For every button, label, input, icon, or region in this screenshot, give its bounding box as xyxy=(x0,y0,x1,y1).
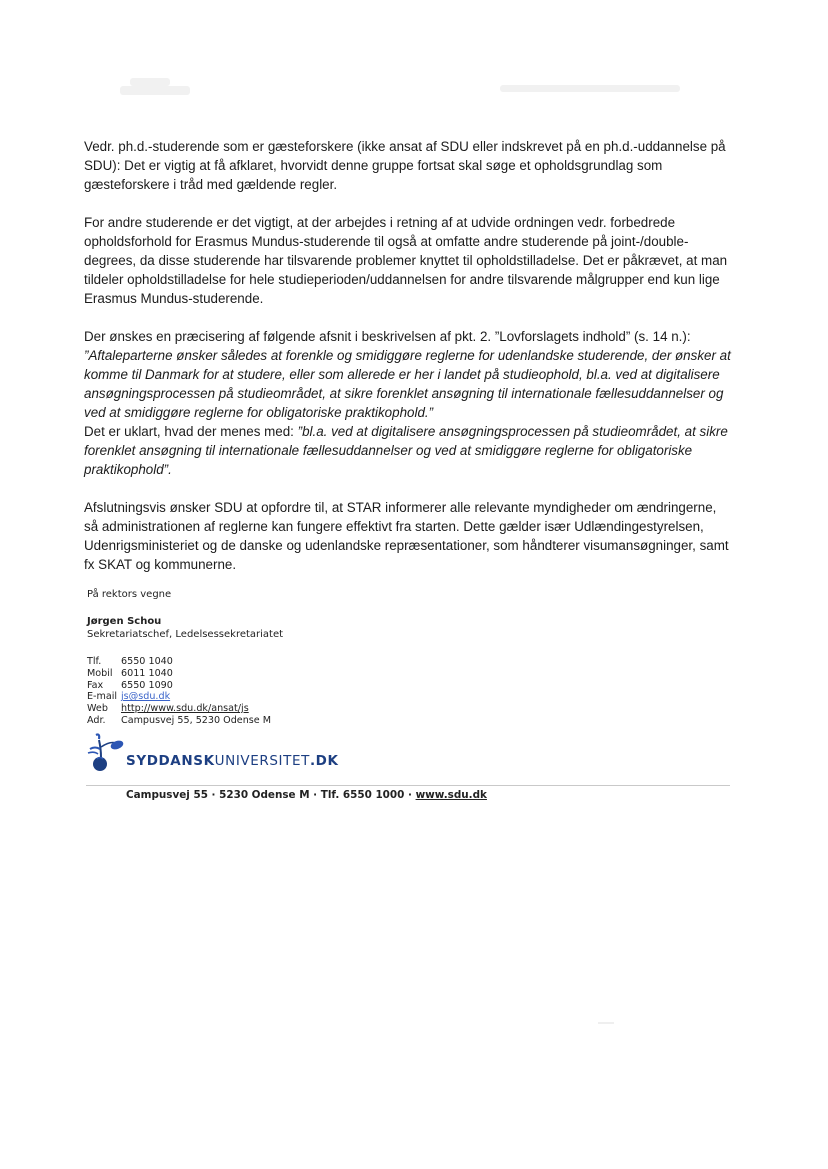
paragraph-joint-degrees: For andre studerende er det vigtigt, at der arbejdes i retning af at udvide ordningen vedr. forbedrede opholdsforhold for Erasmus Mundus-studerende til også at omfatte andre studerende på joint-/double-degrees, da disse studerende har tilsvarende problemer knyttet til opholdstilladelse. Det er påkrævet, at man tildeler opholdstilladelse for hele studieperioden/uddannelsen for andre tilsvarende målgrupper end kun lige Erasmus Mundus-studerende. xyxy=(84,215,728,306)
email-label: E-mail xyxy=(87,691,118,703)
paragraph-closing: Afslutningsvis ønsker SDU at opfordre til, at STAR informerer alle relevante myndigheder om ændringerne, så administrationen af reglerne kan fungere effektivt fra starten. Dette gælder især Udlændingestyrelsen, Udenrigsministeriet og de danske og udenlandske repræsentationer, som håndterer visumansøgninger, samt fx SKAT og kommunerne. xyxy=(84,500,729,572)
signer-title: Sekretariatschef, Ledelsessekretariatet xyxy=(87,629,284,640)
logo-light-part: UNIVERSITET xyxy=(214,753,310,769)
precision-quote: ”Aftaleparterne ønsker således at forenkle og smidiggøre reglerne for udenlandske studerende, der ønsker at komme til Danmark for at studere, eller som allerede er her i landet på studieophold, bl.a. ved at digitalisere ansøgningsprocessen på studieområdet, at sikre forenklet ansøgning til internationale fællesuddannelser og ved at smidiggøre reglerne for obligatoriske praktikophold.” xyxy=(84,348,731,420)
contact-row-address xyxy=(87,715,271,727)
paragraph-precision xyxy=(84,327,734,479)
mobile-label: Mobil xyxy=(87,667,113,679)
address-value: Campusvej 55, 5230 Odense M xyxy=(121,714,272,726)
footer-divider xyxy=(86,785,730,786)
unclear-quote: ”bl.a. ved at digitalisere ansøgningsprocessen på studieområdet, at sikre forenklet ansøgning til internationale fællesuddannelser og ved at smidiggøre reglerne for obligatoriske praktikophold”. xyxy=(84,424,728,477)
logo-bold-part: SYDDANSK xyxy=(126,753,215,769)
contact-row-phone xyxy=(87,656,271,668)
signer-name: Jørgen Schou xyxy=(87,616,162,627)
unclear-intro: Det er uklart, hvad der menes med: xyxy=(84,424,298,439)
contact-row-mobile xyxy=(87,668,271,680)
email-link[interactable]: js@sdu.dk xyxy=(121,691,171,703)
web-label: Web xyxy=(87,703,108,715)
precision-intro: Der ønskes en præcisering af følgende afsnit i beskrivelsen af pkt. 2. ”Lovforslagets indhold” (s. 14 n.): xyxy=(84,329,691,344)
phone-value: 6550 1040 xyxy=(121,656,173,667)
logo-wordmark xyxy=(126,753,339,769)
faded-letterhead xyxy=(120,78,680,100)
contact-row-fax xyxy=(87,680,271,692)
fax-value: 6550 1090 xyxy=(121,679,173,691)
fax-label: Fax xyxy=(87,679,104,691)
contact-row-web xyxy=(87,703,271,715)
footer-address: Campusvej 55 · 5230 Odense M · Tlf. 6550 1000 · xyxy=(126,789,416,801)
logo-suffix: .DK xyxy=(309,753,339,769)
contact-row-email xyxy=(87,691,271,703)
sdu-logo xyxy=(86,731,346,777)
tree-icon xyxy=(86,731,126,777)
web-link[interactable]: http://www.sdu.dk/ansat/js xyxy=(121,703,249,715)
address-label: Adr. xyxy=(87,714,106,726)
phone-label: Tlf. xyxy=(87,656,102,667)
scan-speck xyxy=(598,1022,614,1024)
contact-table xyxy=(87,656,271,727)
letter-body xyxy=(84,137,734,593)
on-behalf-line: På rektors vegne xyxy=(87,589,172,600)
paragraph-guest-researchers: Vedr. ph.d.-studerende som er gæsteforskere (ikke ansat af SDU eller indskrevet på en ph.d.-uddannelse på SDU): Det er vigtig at få afklaret, hvorvidt denne gruppe fortsat skal søge et opholdsgrundlag som gæsteforskere i tråd med gældende regler. xyxy=(84,139,726,192)
mobile-value: 6011 1040 xyxy=(121,667,173,679)
footer-url[interactable]: www.sdu.dk xyxy=(415,789,487,801)
signature-block xyxy=(87,589,487,727)
footer-line xyxy=(126,789,487,801)
